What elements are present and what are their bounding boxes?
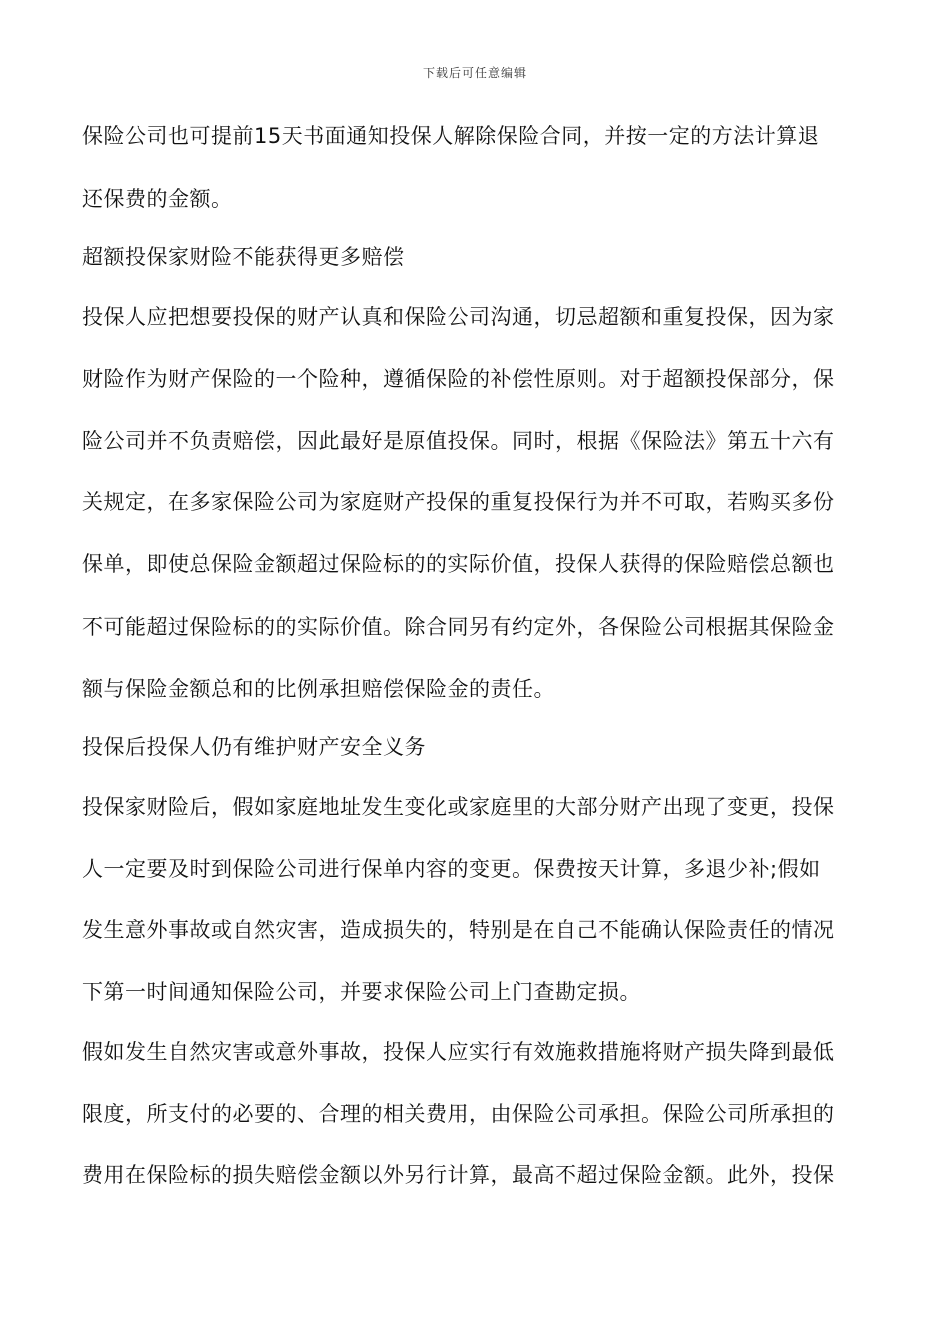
text-line-18: 费用在保险标的损失赔偿金额以外另行计算，最高不超过保险金额。此外，投保 (82, 1163, 835, 1187)
text-line-8: 保单，即使总保险金额超过保险标的的实际价值，投保人获得的保险赔偿总额也 (82, 552, 835, 576)
text-line-7: 关规定，在多家保险公司为家庭财产投保的重复投保行为并不可取，若购买多份 (82, 490, 835, 514)
text-line-10: 额与保险金额总和的比例承担赔偿保险金的责任。 (82, 677, 555, 701)
text-line-6: 险公司并不负责赔偿，因此最好是原值投保。同时，根据《保险法》第五十六有 (82, 429, 835, 453)
text-line-4: 投保人应把想要投保的财产认真和保险公司沟通，切忌超额和重复投保，因为家 (82, 305, 835, 329)
text-line-9: 不可能超过保险标的的实际价值。除合同另有约定外，各保险公司根据其保险金 (82, 615, 835, 639)
text-line-13: 人一定要及时到保险公司进行保单内容的变更。保费按天计算，多退少补;假如 (82, 857, 821, 881)
text-line-17: 限度，所支付的必要的、合理的相关费用，由保险公司承担。保险公司所承担的 (82, 1102, 835, 1126)
text-line-16: 假如发生自然灾害或意外事故，投保人应实行有效施救措施将财产损失降到最低 (82, 1040, 835, 1064)
text-line-12: 投保家财险后，假如家庭地址发生变化或家庭里的大部分财产出现了变更，投保 (82, 795, 835, 819)
text-line-5: 财险作为财产保险的一个险种，遵循保险的补偿性原则。对于超额投保部分，保 (82, 367, 835, 391)
section-heading-1: 超额投保家财险不能获得更多赔偿 (82, 245, 405, 269)
text-line-1: 保险公司也可提前15天书面通知投保人解除保险合同，并按一定的方法计算退 (82, 124, 820, 148)
header-note: 下载后可任意编辑 (422, 66, 527, 80)
text-line-15: 下第一时间通知保险公司，并要求保险公司上门查勘定损。 (82, 980, 641, 1004)
section-heading-2: 投保后投保人仍有维护财产安全义务 (82, 735, 426, 759)
text-line-14: 发生意外事故或自然灾害，造成损失的，特别是在自己不能确认保险责任的情况 (82, 918, 835, 942)
text-line-2: 还保费的金额。 (82, 187, 233, 211)
